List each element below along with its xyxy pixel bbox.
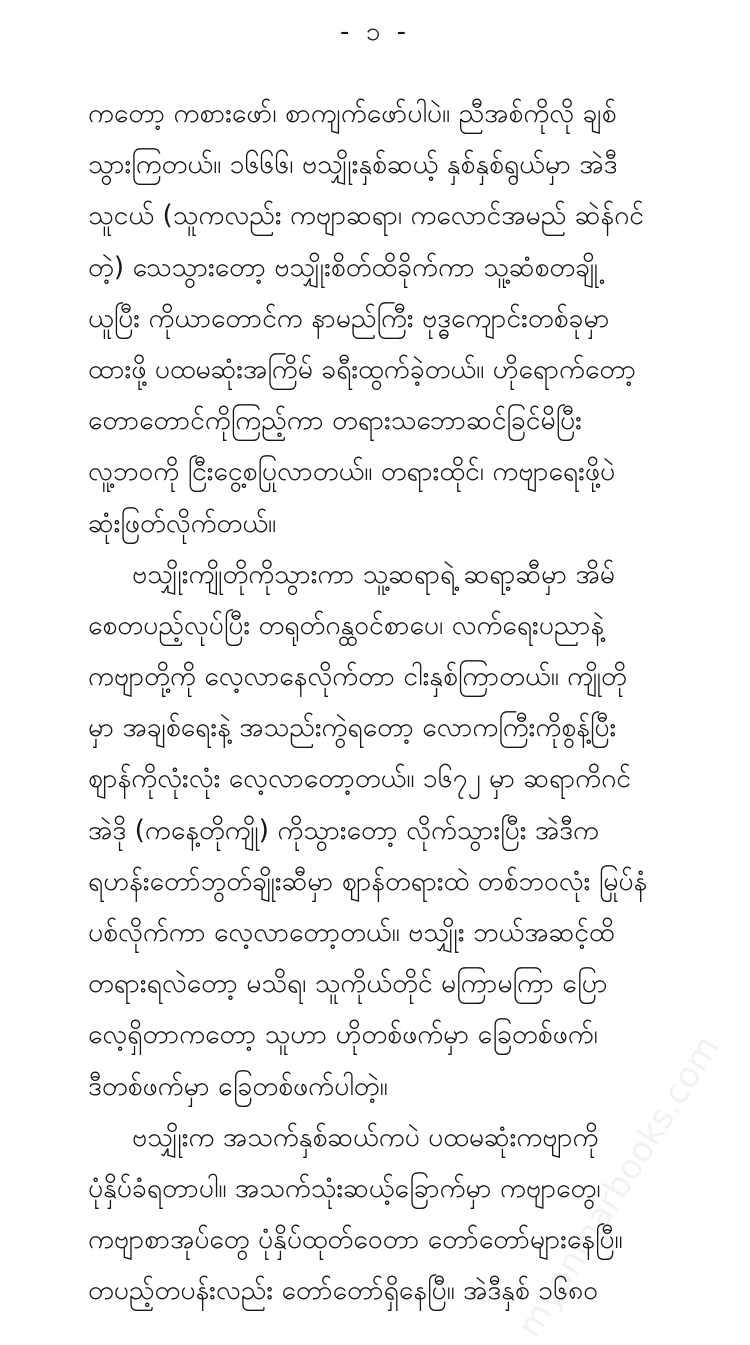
text-line: ဆုံးဖြတ်လိုက်တယ်။ xyxy=(88,507,277,539)
paragraph xyxy=(88,549,730,1112)
text-line: ရဟန်းတော်ဘွတ်ချိုးဆီမှာ ဈာန်တရားထဲ တစ်ဘဝလုံး မြုပ်နံ xyxy=(88,865,648,897)
text-line: သူငယ် (သူကလည်း ကဗျာဆရာ၊ ကလောင်အမည် ဆဲန်ဂင် xyxy=(88,200,644,232)
page-number: - ၁ - xyxy=(340,17,410,47)
text-line: လေ့ရှိတာကတော့ သူဟာ ဟိုတစ်ဖက်မှာ ခြေတစ်ဖက်၊ xyxy=(88,1019,598,1051)
text-line: တပည့်တပန်းလည်း တော်တော်ရှိနေပြီ။ အဲဒီနှစ် ၁၆၈၀ xyxy=(88,1275,599,1307)
text-line: တရားရလဲတော့ မသိရ၊ သူကိုယ်တိုင် မကြာမကြာ ပြော xyxy=(88,968,608,1000)
text-line: စေတပည့်လုပ်ပြီး တရုတ်ဂန္ထဝင်စာပေ၊ လက်ရေးပညာနဲ့ xyxy=(88,609,605,641)
text-line: ဈာန်ကိုလုံးလုံး လေ့လာတော့တယ်။ ၁၆၇၂ မှာ ဆရာကိဂင် xyxy=(88,763,631,795)
text-line: ဒီတစ်ဖက်မှာ ခြေတစ်ဖက်ပါတဲ့။ xyxy=(88,1070,388,1102)
paragraph xyxy=(88,88,730,549)
text-line: တောတောင်ကိုကြည့်ကာ တရားသဘောဆင်ခြင်မိပြီး xyxy=(88,405,582,437)
text-line: တဲ့) သေသွားတော့ ဗသျှိုးစိတ်ထိခိုက်ကာ သူ့ဆံစတချို့ xyxy=(88,251,599,283)
text-line: ကဗျာတို့ကို လေ့လာနေလိုက်တာ ငါးနှစ်ကြာတယ်။ ကျိုတို xyxy=(88,661,627,693)
text-line: ပစ်လိုက်ကာ လေ့လာတော့တယ်။ ဗသျှိုး ဘယ်အဆင့်ထိ xyxy=(88,917,615,948)
text-line: ယူပြီး ကိုယာတောင်က နာမည်ကြီး ဗုဒ္ဓကျောင်းတစ်ခုမှာ xyxy=(88,302,610,334)
text-line: ပုံနှိပ်ခံရတာပါ။ အသက်သုံးဆယ့်ခြောက်မှာ ကဗျာတွေ၊ xyxy=(88,1172,601,1204)
text-line: ထားဖို့ ပထမဆုံးအကြိမ် ခရီးထွက်ခဲ့တယ်။ ဟိုရောက်တော့ xyxy=(88,353,637,385)
text-line: သွားကြတယ်။ ၁၆၆၆၊ ဗသျှိုးနှစ်ဆယ့် နှစ်နှစ်ရွယ်မှာ အဲဒီ xyxy=(88,149,618,181)
text-line: လူ့ဘဝကို ငြီးငွေ့စပြုလာတယ်။ တရားထိုင်၊ ကဗျာရေးဖို့ပဲ xyxy=(88,456,616,488)
text-line: ဗသျှိုးက အသက်နှစ်ဆယ်ကပဲ ပထမဆုံးကဗျာကို xyxy=(132,1121,599,1153)
text-line: အဲဒို (ကနေ့တိုကျို) ကိုသွားတော့ လိုက်သွားပြီး အဲဒီက xyxy=(88,814,599,846)
text-line: ကတော့ ကစားဖော်၊ စာကျက်ဖော်ပါပဲ။ ညီအစ်ကိုလို ချစ် xyxy=(88,98,617,129)
text-line: မှာ အချစ်ရေးနဲ့ အသည်းကွဲရတော့ လောကကြီးကိုစွန့်ပြီး xyxy=(88,712,617,744)
text-line: ဗသျှိုးကျိုတိုကိုသွားကာ သူ့ဆရာရဲ့ ဆရာ့ဆီမှာ အိမ် xyxy=(132,558,615,590)
text-line: ကဗျာစာအုပ်တွေ ပုံနှိပ်ထုတ်ဝေတာ တော်တော်များနေပြီ။ xyxy=(88,1224,623,1256)
watermark: myanmarbooks.com xyxy=(509,1028,728,1345)
